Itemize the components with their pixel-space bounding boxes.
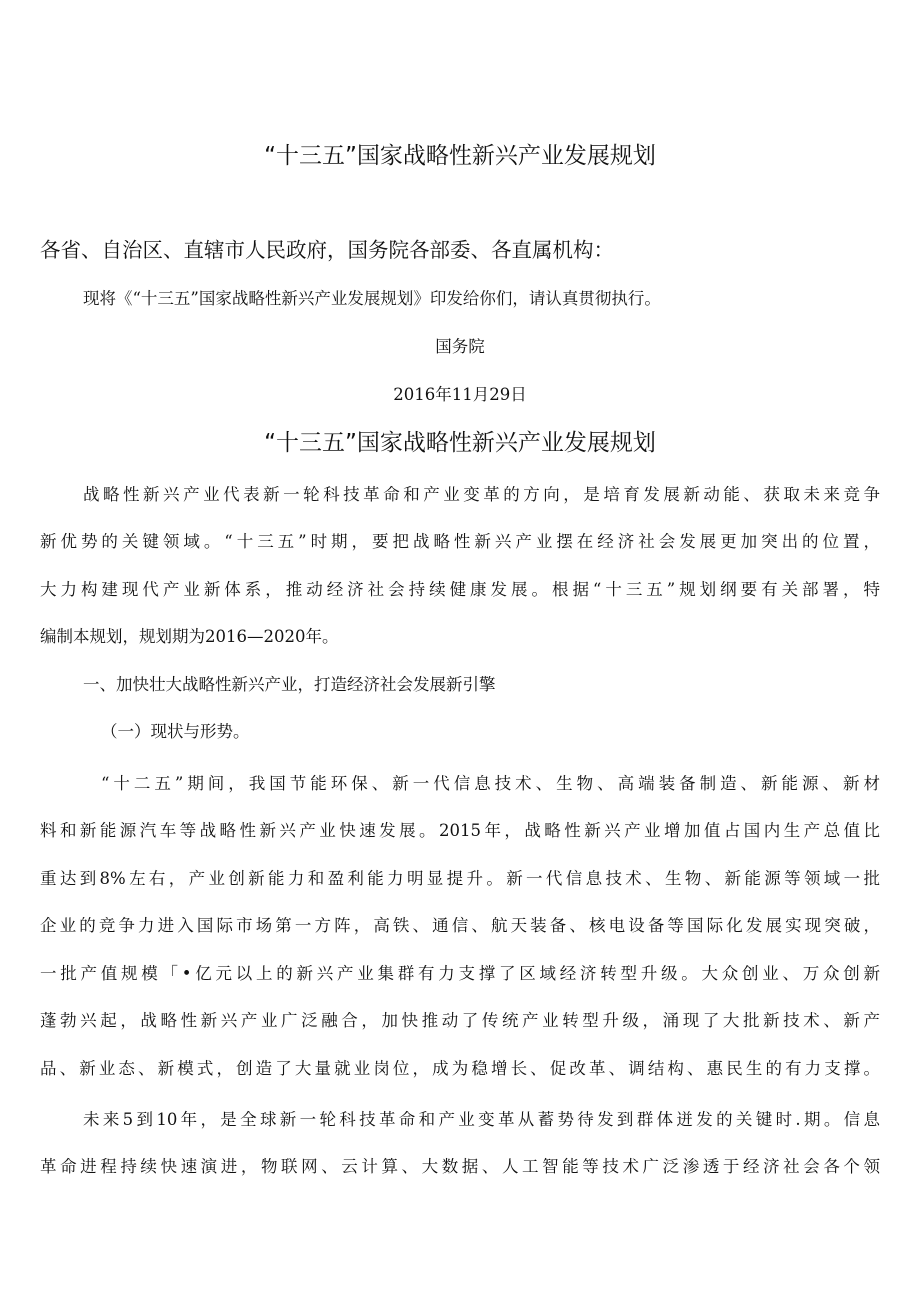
subsection-heading: （一）现状与形势。: [101, 722, 250, 741]
salutation: 各省、自治区、直辖市人民政府，国务院各部委、各直属机构：: [40, 238, 614, 262]
status-line: 料和新能源汽车等战略性新兴产业快速发展。2015年，战略性新兴产业增加值占国内生产总值比: [40, 821, 880, 840]
notice-paragraph: 现将《“十三五”国家战略性新兴产业发展规划》印发给你们，请认真贯彻执行。: [83, 289, 661, 308]
document-title: “十三五”国家战略性新兴产业发展规划: [264, 143, 656, 169]
future-line: 未来5到10年，是全球新一轮科技革命和产业变革从蓄势待发到群体迸发的关键时.期。信息: [83, 1110, 880, 1129]
issuer: 国务院: [435, 337, 485, 356]
section-heading: 一、加快壮大战略性新兴产业，打造经济社会发展新引擎: [83, 675, 496, 694]
future-line: 革命进程持续快速演进，物联网、云计算、大数据、人工智能等技术广泛渗透于经济社会各个领: [40, 1157, 880, 1176]
issue-date: 2016年11月29日: [393, 385, 527, 404]
intro-line: 战略性新兴产业代表新一轮科技革命和产业变革的方向，是培育发展新动能、获取未来竞争: [83, 485, 880, 504]
status-line: 品、新业态、新模式，创造了大量就业岗位，成为稳增长、促改革、调结构、惠民生的有力支撑。: [40, 1059, 880, 1078]
intro-line: 新优势的关键领域。“十三五”时期，要把战略性新兴产业摆在经济社会发展更加突出的位置，: [40, 532, 880, 551]
status-line: 重达到8%左右，产业创新能力和盈利能力明显提升。新一代信息技术、生物、新能源等领域一批: [40, 869, 880, 888]
status-line: 企业的竞争力进入国际市场第一方阵，高铁、通信、航天装备、核电设备等国际化发展实现突破，: [40, 916, 880, 935]
status-line: “十二五”期间，我国节能环保、新一代信息技术、生物、高端装备制造、新能源、新材: [101, 774, 880, 793]
status-line: 一批产值规模「•亿元以上的新兴产业集群有力支撑了区域经济转型升级。大众创业、万众创新: [40, 964, 880, 983]
plan-title: “十三五”国家战略性新兴产业发展规划: [264, 430, 656, 456]
intro-line: 大力构建现代产业新体系，推动经济社会持续健康发展。根据“十三五”规划纲要有关部署，特: [40, 580, 880, 599]
intro-line: 编制本规划，规划期为2016—2020年。: [40, 627, 339, 646]
status-line: 蓬勃兴起，战略性新兴产业广泛融合，加快推动了传统产业转型升级，涌现了大批新技术、新产: [40, 1011, 880, 1030]
